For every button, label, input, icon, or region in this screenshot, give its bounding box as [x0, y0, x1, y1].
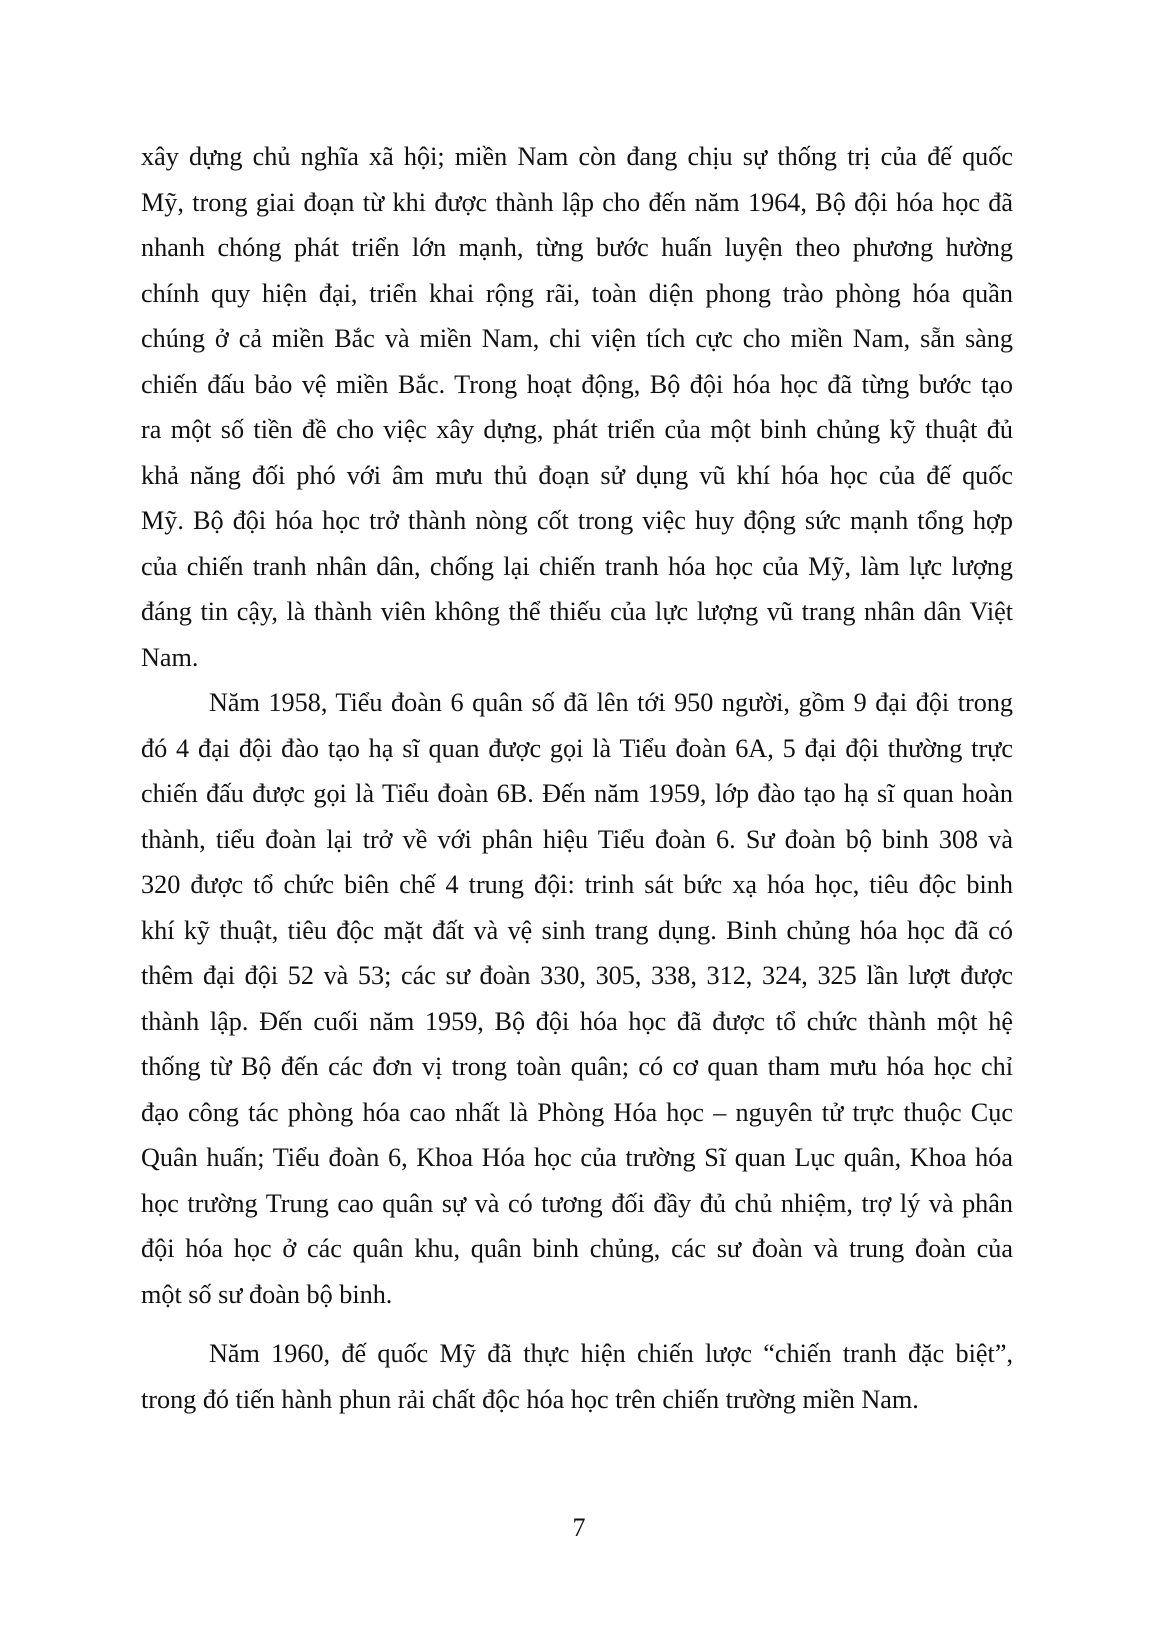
- text-line: một số sư đoàn bộ binh.: [141, 1279, 393, 1309]
- body-text: [141, 134, 1013, 1422]
- text-line: nhanh chóng phát triển lớn mạnh, từng bước huấn luyện theo phương hường: [141, 233, 1013, 262]
- text-line: học trường Trung cao quân sự và có tương đối đầy đủ chủ nhiệm, trợ lý và phân: [141, 1188, 1013, 1218]
- text-line: Nam.: [141, 642, 199, 672]
- text-line: đội hóa học ở các quân khu, quân binh chủng, các sư đoàn và trung đoàn của: [141, 1234, 1013, 1263]
- text-line: của chiến tranh nhân dân, chống lại chiến tranh hóa học của Mỹ, làm lực lượng: [141, 551, 1013, 581]
- text-line: thành, tiểu đoàn lại trở về với phân hiệu Tiểu đoàn 6. Sư đoàn bộ binh 308 và: [141, 824, 1013, 854]
- text-line: Năm 1958, Tiểu đoàn 6 quân số đã lên tới 950 người, gồm 9 đại đội trong: [209, 688, 1013, 717]
- text-line: 320 được tổ chức biên chế 4 trung đội: trinh sát bức xạ hóa học, tiêu độc binh: [141, 870, 1013, 899]
- text-line: chiến đấu bảo vệ miền Bắc. Trong hoạt động, Bộ đội hóa học đã từng bước tạo: [141, 369, 1013, 399]
- text-line: chính quy hiện đại, triển khai rộng rãi, toàn diện phong trào phòng hóa quần: [141, 278, 1013, 308]
- text-line: thành lập. Đến cuối năm 1959, Bộ đội hóa học đã được tổ chức thành một hệ: [141, 1006, 1013, 1036]
- text-line: chúng ở cả miền Bắc và miền Nam, chi viện tích cực cho miền Nam, sẵn sàng: [141, 324, 1013, 353]
- text-line: trong đó tiến hành phun rải chất độc hóa học trên chiến trường miền Nam.: [141, 1384, 919, 1414]
- text-line: đạo công tác phòng hóa cao nhất là Phòng Hóa học – nguyên tử trực thuộc Cục: [141, 1097, 1013, 1127]
- text-line: Mỹ. Bộ đội hóa học trở thành nòng cốt trong việc huy động sức mạnh tổng hợp: [141, 506, 1013, 535]
- text-line: chiến đấu được gọi là Tiểu đoàn 6B. Đến năm 1959, lớp đào tạo hạ sĩ quan hoàn: [141, 779, 1013, 808]
- text-line: đáng tin cậy, là thành viên không thể thiếu của lực lượng vũ trang nhân dân Việt: [141, 597, 1013, 626]
- text-line: thống từ Bộ đến các đơn vị trong toàn quân; có cơ quan tham mưu hóa học chỉ: [141, 1052, 1013, 1081]
- text-line: Năm 1960, đế quốc Mỹ đã thực hiện chiến lược “chiến tranh đặc biệt”,: [209, 1339, 1013, 1368]
- text-line: Mỹ, trong giai đoạn từ khi được thành lập cho đến năm 1964, Bộ đội hóa học đã: [141, 187, 1013, 217]
- text-line: đó 4 đại đội đào tạo hạ sĩ quan được gọi là Tiểu đoàn 6A, 5 đại đội thường trực: [141, 733, 1013, 763]
- text-line: khả năng đối phó với âm mưu thủ đoạn sử dụng vũ khí hóa học của đế quốc: [141, 460, 1013, 490]
- text-line: Quân huấn; Tiểu đoàn 6, Khoa Hóa học của trường Sĩ quan Lục quân, Khoa hóa: [141, 1143, 1013, 1172]
- text-line: xây dựng chủ nghĩa xã hội; miền Nam còn đang chịu sự thống trị của đế quốc: [141, 142, 1013, 171]
- page-number: 7: [572, 1513, 586, 1542]
- text-line: thêm đại đội 52 và 53; các sư đoàn 330, 305, 338, 312, 324, 325 lần lượt được: [141, 961, 1013, 990]
- text-line: khí kỹ thuật, tiêu độc mặt đất và vệ sinh trang dụng. Binh chủng hóa học đã có: [141, 915, 1013, 945]
- text-line: ra một số tiền đề cho việc xây dựng, phát triển của một binh chủng kỹ thuật đủ: [141, 415, 1013, 444]
- paragraph-gap: [141, 1317, 1013, 1331]
